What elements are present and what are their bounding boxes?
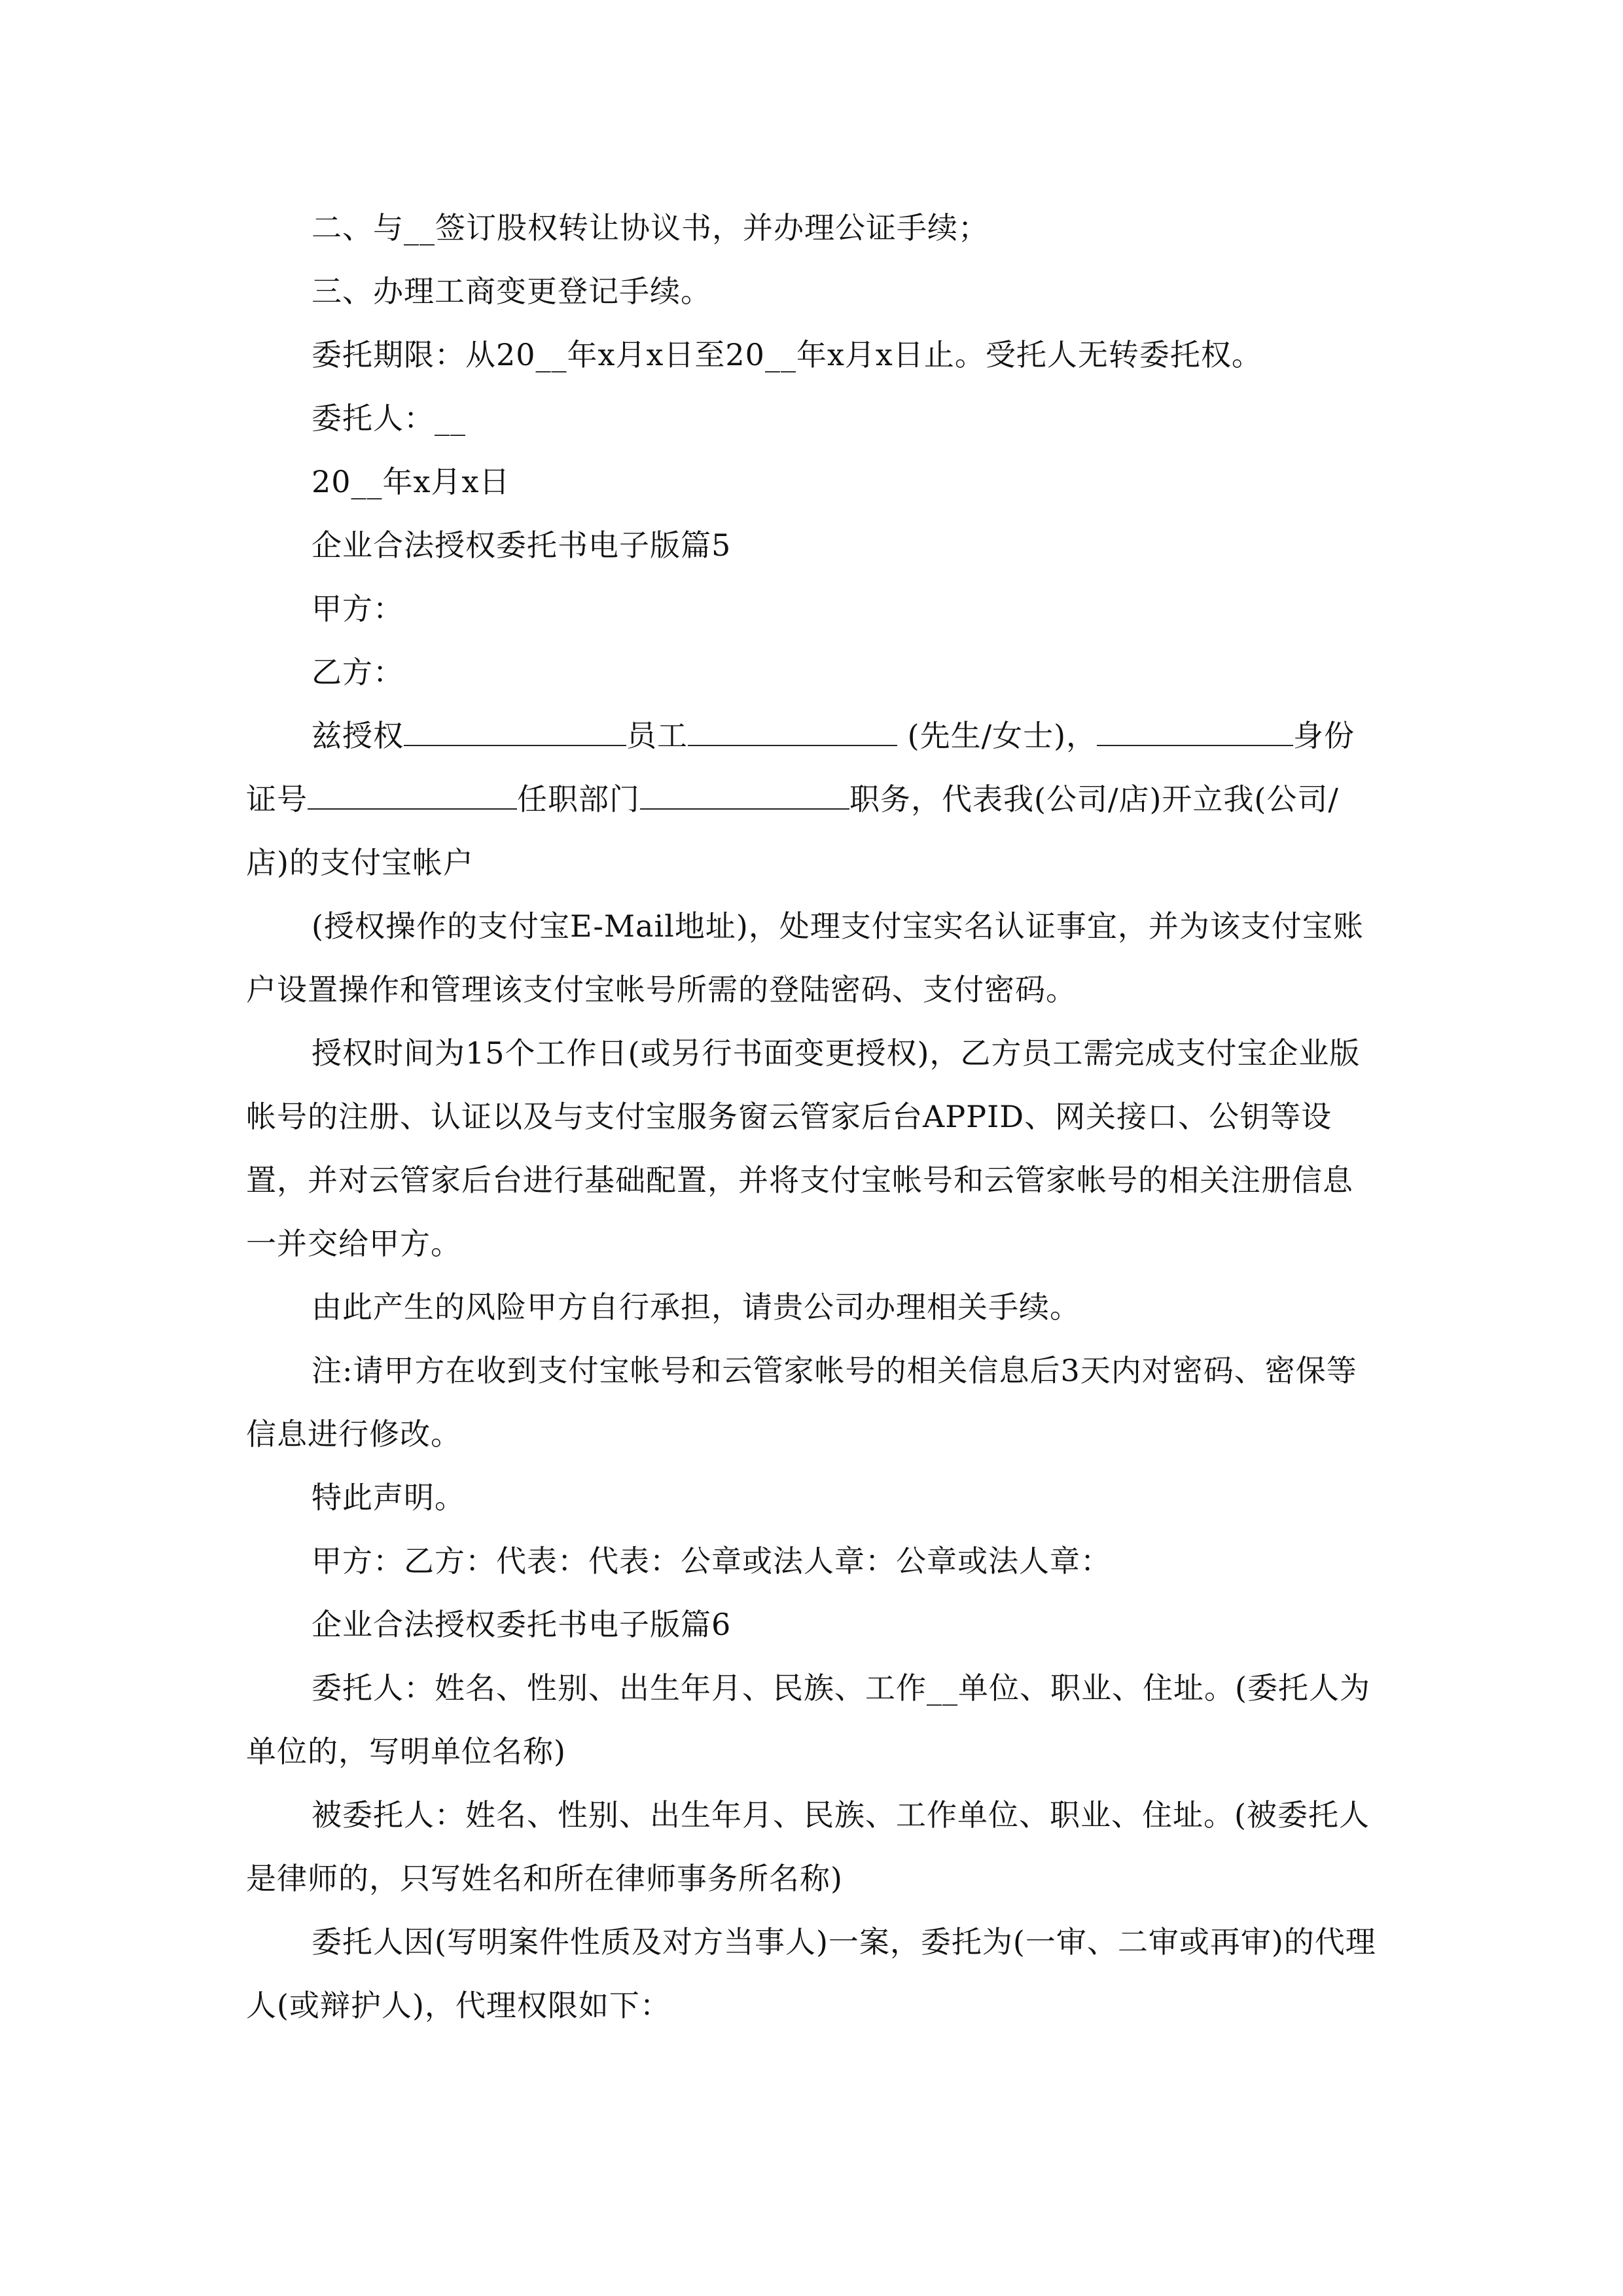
paragraph-signatures: 甲方：乙方：代表：代表：公章或法人章：公章或法人章： xyxy=(312,1543,1111,1579)
blank-employee-name xyxy=(688,715,897,746)
auth-employee: 员工 xyxy=(626,718,688,753)
paragraph-principal-info: 委托人：姓名、性别、出生年月、民族、工作__单位、职业、住址。(委托人为单位的，写明单位名称) xyxy=(246,1670,1370,1769)
section-heading-6: 企业合法授权委托书电子版篇6 xyxy=(312,1607,732,1642)
section-heading-5: 企业合法授权委托书电子版篇5 xyxy=(312,528,732,563)
date-line: 20__年x月x日 xyxy=(312,464,510,499)
auth-dept: 任职部门 xyxy=(517,781,640,817)
blank-company xyxy=(404,715,626,746)
auth-id-label: 身份证号 xyxy=(246,718,1355,817)
entrust-period: 委托期限：从20__年x月x日至20__年x月x日止。受托人无转委托权。 xyxy=(312,337,1262,372)
party-b-line: 乙方： xyxy=(312,655,404,690)
blank-department xyxy=(640,778,849,810)
auth-rest: 职务，代表我(公司/店)开立我(公司/店)的支付宝帐户 xyxy=(246,781,1339,880)
paragraph-agent-info: 被委托人：姓名、性别、出生年月、民族、工作单位、职业、住址。(被委托人是律师的，只写姓名和所在律师事务所名称) xyxy=(246,1797,1370,1896)
paragraph-duration: 授权时间为15个工作日(或另行书面变更授权)，乙方员工需完成支付宝企业版帐号的注册、认证以及与支付宝服务窗云管家后台APPID、网关接口、公钥等设置，并对云管家后台进行基础配置，并将支付宝帐号和云管家帐号的相关注册信息一并交给甲方。 xyxy=(246,1035,1361,1261)
line-item-2: 二、与__签订股权转让协议书，并办理公证手续； xyxy=(312,210,989,245)
blank-id-number xyxy=(308,778,517,810)
paragraph-note: 注:请甲方在收到支付宝帐号和云管家帐号的相关信息后3天内对密码、密保等信息进行修改。 xyxy=(246,1353,1357,1452)
paragraph-declaration: 特此声明。 xyxy=(312,1480,465,1515)
party-a-line: 甲方： xyxy=(312,591,404,626)
paragraph-case: 委托人因(写明案件性质及对方当事人)一案，委托为(一审、二审或再审)的代理人(或辩护人)，代理权限如下： xyxy=(246,1924,1376,2023)
blank-extra xyxy=(1097,715,1293,746)
auth-gender: (先生/女士)， xyxy=(897,718,1097,753)
auth-prefix: 兹授权 xyxy=(312,718,404,753)
paragraph-email: (授权操作的支付宝E-Mail地址)，处理支付宝实名认证事宜，并为该支付宝账户设置操作和管理该支付宝帐号所需的登陆密码、支付密码。 xyxy=(246,908,1364,1007)
paragraph-risk: 由此产生的风险甲方自行承担，请贵公司办理相关手续。 xyxy=(312,1289,1080,1325)
authorization-paragraph xyxy=(246,704,1377,895)
document-body xyxy=(246,196,1377,2037)
line-item-3: 三、办理工商变更登记手续。 xyxy=(312,274,711,309)
principal-line: 委托人：__ xyxy=(312,401,466,436)
